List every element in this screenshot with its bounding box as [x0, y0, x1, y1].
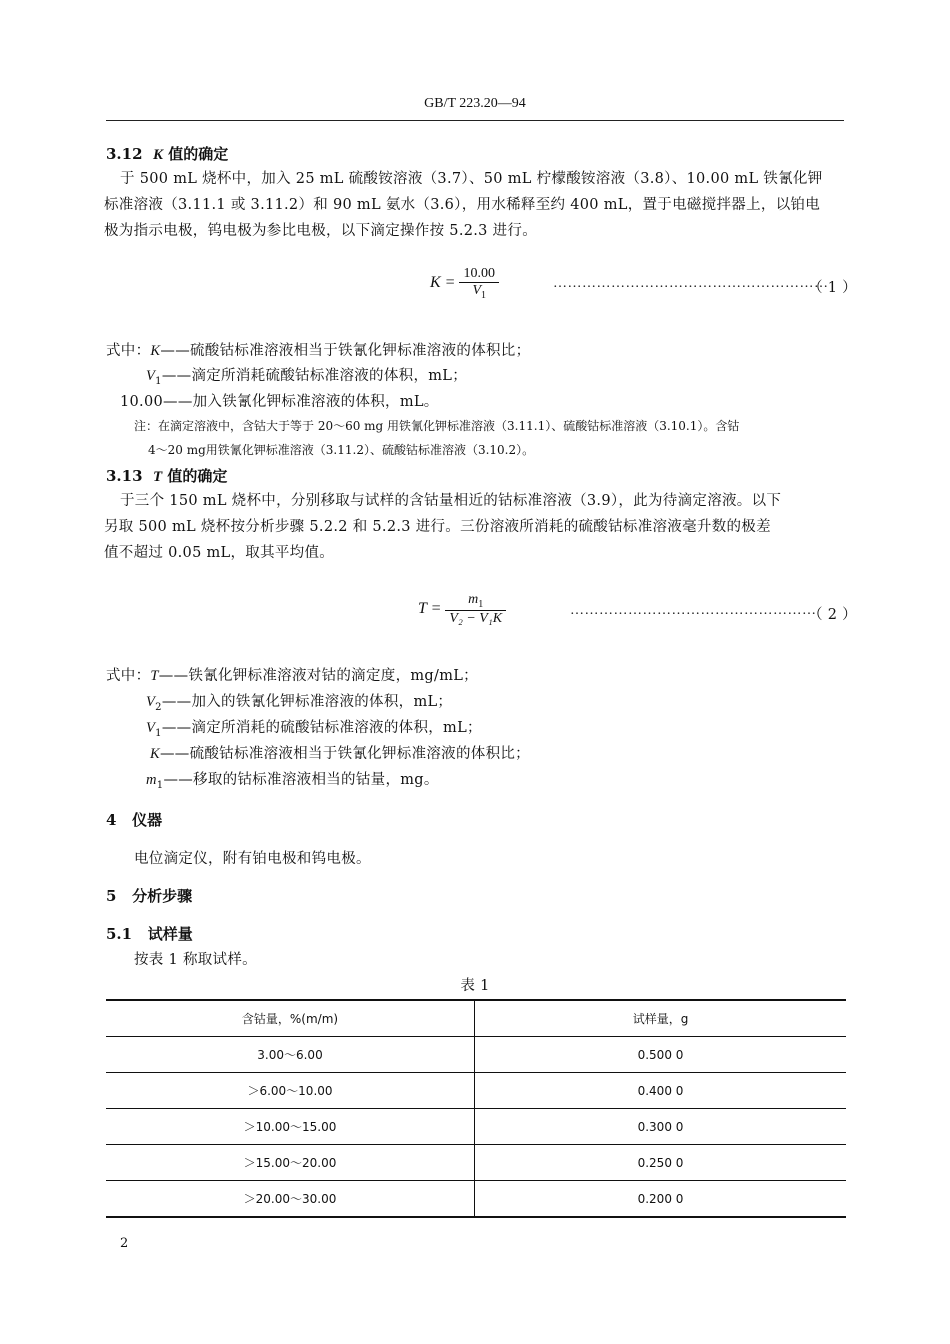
table-cell: ＞10.00～15.00 [106, 1109, 475, 1145]
section-5-heading: 5 分析步骤 [106, 887, 193, 905]
definition-line: $V_1——$滴定所消耗的硫酸钴标准溶液的体积，mL； [146, 720, 482, 739]
table-cell: 0.400 0 [475, 1073, 847, 1109]
header-rule [106, 120, 844, 121]
section-3-13-heading [106, 465, 227, 486]
formula-fraction [445, 592, 506, 627]
section-number: 3.12 [106, 145, 143, 163]
section-number: 3.13 [106, 467, 143, 485]
table-caption: 表 1 [460, 978, 490, 994]
formula-denominator: V₂ − V₁K [449, 610, 503, 626]
equation-number: （ 2 ） [808, 607, 857, 623]
paragraph-line: 另取 500 mL 烧杯按分析步骤 5.2.2 和 5.2.3 进行。三份溶液所消耗的硫酸钴标准溶液毫升数的极差 [104, 519, 771, 535]
table-header-row [106, 1000, 846, 1037]
formula-numerator: 10.00 [459, 266, 499, 283]
formula-fraction [459, 266, 499, 301]
table-cell: 0.500 0 [475, 1037, 847, 1073]
formula-denominator: $V_1$ [472, 283, 486, 301]
formula-lhs: K = [430, 274, 456, 292]
equation-number: （ 1 ） [808, 280, 857, 296]
formula-lhs: T = [418, 600, 442, 618]
paragraph-line: 极为指示电极，钨电极为参比电极，以下滴定操作按 5.2.3 进行。 [104, 223, 538, 239]
table-cell: 0.300 0 [475, 1109, 847, 1145]
table-cell: 0.200 0 [475, 1181, 847, 1218]
document-header: GB/T 223.20—94 [424, 96, 526, 111]
section-title: 值的确定 [163, 145, 229, 163]
section-title: 值的确定 [162, 467, 228, 485]
formula-2 [418, 592, 506, 627]
paragraph-line: 于 500 mL 烧杯中，加入 25 mL 硫酸铵溶液（3.7）、50 mL 柠檬酸铵溶液（3.8）、10.00 mL 铁氰化钾 [120, 171, 823, 187]
definition-line: K——硫酸钴标准溶液相当于铁氰化钾标准溶液的体积比； [150, 746, 530, 762]
formula-leader-dots: …………………………………………… [570, 603, 817, 618]
table-cell: 3.00～6.00 [106, 1037, 475, 1073]
table-row [106, 1037, 846, 1073]
note-line: 4～20 mg用铁氰化钾标准溶液（3.11.2）、硫酸钴标准溶液（3.10.2）。 [148, 443, 535, 457]
page-number: 2 [120, 1236, 129, 1251]
definition-line: $V_2——$加入的铁氰化钾标准溶液的体积，mL； [146, 694, 453, 713]
formula-numerator: $m_1$ [445, 592, 506, 611]
paragraph-line: 电位滴定仪，附有铂电极和钨电极。 [134, 851, 371, 867]
table-cell: ＞20.00～30.00 [106, 1181, 475, 1218]
table-row [106, 1181, 846, 1218]
definition-line: 式中：T——铁氰化钾标准溶液对钴的滴定度，mg/mL； [106, 668, 478, 684]
section-3-12-heading [106, 143, 228, 164]
table-cell: 0.250 0 [475, 1145, 847, 1181]
table-cell: ＞6.00～10.00 [106, 1073, 475, 1109]
paragraph-line: 标准溶液（3.11.1 或 3.11.2）和 90 mL 氨水（3.6），用水稀释至约 400 mL，置于电磁搅拌器上，以铂电 [104, 197, 821, 213]
paragraph-line: 按表 1 称取试样。 [134, 952, 257, 968]
section-title-var: T [153, 469, 163, 485]
section-title-var: K [153, 147, 164, 163]
sample-mass-table [106, 999, 846, 1218]
table-header-cell: 试样量，g [475, 1000, 847, 1037]
definition-line: $m_1——$移取的钴标准溶液相当的钴量，mg。 [146, 772, 439, 791]
table-row [106, 1109, 846, 1145]
table-row [106, 1145, 846, 1181]
paragraph-line: 于三个 150 mL 烧杯中，分别移取与试样的含钴量相近的钴标准溶液（3.9），此为待滴定溶液。以下 [120, 493, 782, 509]
formula-leader-dots: ………………………………………………… [553, 276, 829, 291]
definition-line: 10.00——加入铁氰化钾标准溶液的体积，mL。 [120, 394, 439, 410]
table-row [106, 1073, 846, 1109]
paragraph-line: 值不超过 0.05 mL，取其平均值。 [104, 545, 335, 561]
note-line: 注：在滴定溶液中，含钴大于等于 20～60 mg 用铁氰化钾标准溶液（3.11.1）、硫酸钴标准溶液（3.10.1）。含钴 [134, 419, 740, 433]
definition-line: 式中：K——硫酸钴标准溶液相当于铁氰化钾标准溶液的体积比； [106, 343, 531, 359]
section-4-heading: 4 仪器 [106, 811, 163, 829]
section-5-1-heading: 5.1 试样量 [106, 925, 193, 943]
table-header-cell: 含钴量，%(m/m) [106, 1000, 475, 1037]
definition-line: $V_1——$滴定所消耗硫酸钴标准溶液的体积，mL； [146, 368, 468, 387]
table-cell: ＞15.00～20.00 [106, 1145, 475, 1181]
formula-1 [430, 266, 499, 301]
